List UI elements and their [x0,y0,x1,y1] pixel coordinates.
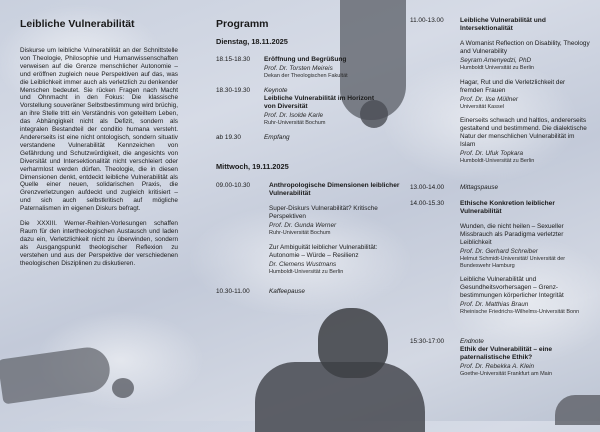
entry-affiliation: Goethe-Universität Frankfurt am Main [460,371,553,377]
talk-affiliation: Universität Kassel [460,103,505,110]
talk-affiliation: Humboldt-Universität zu Berlin [269,268,344,275]
talk-speaker: Prof. Dr. Ilse Müllner [460,95,519,103]
entry-affiliation: Dekan der Theologischen Fakultät [264,73,348,79]
entry-time: 09.00-10.30 [216,182,251,189]
talk-speaker: Prof. Dr. Ufuk Topkara [460,150,524,158]
talk-title: A Womanist Reflection on Disability, Theology and Vulnerability [460,40,590,55]
entry-time: ab 19.30 [216,134,241,141]
entry-time: 10.30-11.00 [216,288,250,295]
entry-label: Empfang [264,134,290,141]
talk [460,276,600,316]
talk-title: Hagar, Rut und die Verletzlichkeit der fremden Frauen [460,78,566,94]
statue-left-head-image [112,378,134,398]
talk [269,244,409,276]
entry-time: 13.00-14.00 [410,184,445,191]
talk-speaker: Prof. Dr. Gunda Werner [269,222,337,229]
talk-affiliation: Rheinische Friedrichs-Wilhelms-Universität Bonn [460,309,580,316]
intro-text [20,47,178,274]
talk-affiliation: Helmut Schmidt-Universität/ Universität der Bundeswehr Hamburg [460,256,566,269]
entry-time: 18.15-18.30 [216,56,251,63]
entry-speaker: Prof. Dr. Torsten Meireis [264,65,333,72]
entry-title: Ethik der Vulnerabilität – eine paternalistische Ethik? [460,346,553,361]
entry-title: Leibliche Vulnerabilität und Intersektionalität [460,17,546,32]
entry-label: Kaffeepause [269,288,305,295]
entry-affiliation: Ruhr-Universität Bochum [264,120,326,126]
entry-title: Leibliche Vulnerabilität im Horizont von Diversität [264,95,375,110]
entry-time: 14.00-15.30 [410,200,445,207]
talk-speaker: Prof. Dr. Matthias Braun [460,301,529,309]
talk-speaker: Dr. Clemens Wustmans [269,260,337,268]
day-heading: Mittwoch, 19.11.2025 [216,162,289,171]
talk-title: Wunden, die nicht heilen – Sexueller Missbrauch als Paradigma verletzter Leiblichkeit [460,223,564,246]
entry-title: Eröffnung und Begrüßung [264,56,347,63]
intro-paragraph: Die XXXIII. Werner-Reihlen-Vorlesungen schaffen Raum für den intertheologischen Austausch und laden dazu ein, Verletzlichkeit nicht zu überwinden, sondern als Ausgangspunkt theologischer Reflexion zu verstehen und aus der Perspektive der verschiedenen theologischen Disziplinen zu diskutieren. [20,220,178,267]
talk-title: Leibliche Vulnerabilität und Gesundheitsvorhersagen – Grenz-bestimmungen körperlicher Integrität [460,276,564,300]
talk-speaker: Seyram Amenyedzi, PhD [460,57,532,64]
talk-affiliation: Humboldt-Universität zu Berlin [460,158,535,165]
talk [460,40,600,72]
talk-speaker: Prof. Dr. Gerhard Schreiber [460,248,538,255]
entry-title: Ethische Konkretion leiblicher Vulnerabilität [460,200,555,215]
intro-paragraph: Diskurse um leibliche Vulnerabilität an der Schnittstelle von Theologie, Philosophie und Humanwissenschaften verweisen auf die Grenze menschlicher Autonomie – und eröffnen zugleich neue Perspektiven auf das, was die Leiblichkeit immer auch als verletzlich zu denkender Menschen bedeutet. Sie rücken Fragen nach Macht und Ohnmacht in den Fokus: Die klassische Vorstellung souveräner Selbstbestimmung wird brüchig, an ihre Stelle tritt ein Verständnis von geteiltem Leben, das Abhängigkeit nicht als Defizit, sondern als integralen Bestandteil der conditio humana versteht. Andererseits ist eine nicht ontologisch, sondern situativ verstandene Vulnerabilität Kennzeichen von Gefährdung und Schutzwürdigkeit, die angesichts von Diversität und Intersektionalität nicht verschleiert oder verharmlost werden dürfen. Theologie, die in diesen Dimensionen denkt, entdeckt leibliche Vulnerabilität als Quelle einer neuen, solidarischen Praxis, die Grenzverletzungen aufdeckt und zugleich kritisiert – und sich auch selbstkritisch auf mögliche Paternalismen im eigenen Diskurs befragt. [20,47,178,213]
talk [460,223,600,269]
entry-time: 18.30-19.30 [216,87,251,94]
talk [269,205,409,237]
entry-title: Anthropologische Dimensionen leiblicher Vulnerabilität [269,182,400,197]
talk [460,117,600,165]
entry-label: Keynote [264,87,288,94]
day-heading: Dienstag, 18.11.2025 [216,37,288,46]
entry-time: 15:30-17:00 [410,338,445,345]
entry-speaker: Prof. Dr. Rebekka A. Klein [460,363,535,370]
talk-title: Einerseits schwach und haltlos, andererseits gestaltend und bestimmend. Die dialektische Natur der menschlichen Vulnerabilität im Islam [460,117,587,149]
program-title: Programm [216,18,269,30]
statue-left-image [0,345,113,405]
entry-speaker: Prof. Dr. Isolde Karle [264,112,324,119]
thinker-statue-head-image [318,308,388,378]
entry-time: 11.00-13.00 [410,17,444,24]
entry-label: Mittagspause [460,184,499,191]
talk-affiliation: Humboldt Universität zu Berlin [460,65,534,71]
talk-title: Zur Ambiguität leiblicher Vulnerabilität: Autonomie – Würde – Resilienz [269,243,378,259]
talk-title: Super-Diskurs Vulnerabilität? Kritische Perspektiven [269,205,378,220]
talk-affiliation: Ruhr-Universität Bochum [269,230,331,236]
entry-label: Endnote [460,338,484,345]
talk [460,79,600,111]
intro-title: Leibliche Vulnerabilität [20,18,135,30]
